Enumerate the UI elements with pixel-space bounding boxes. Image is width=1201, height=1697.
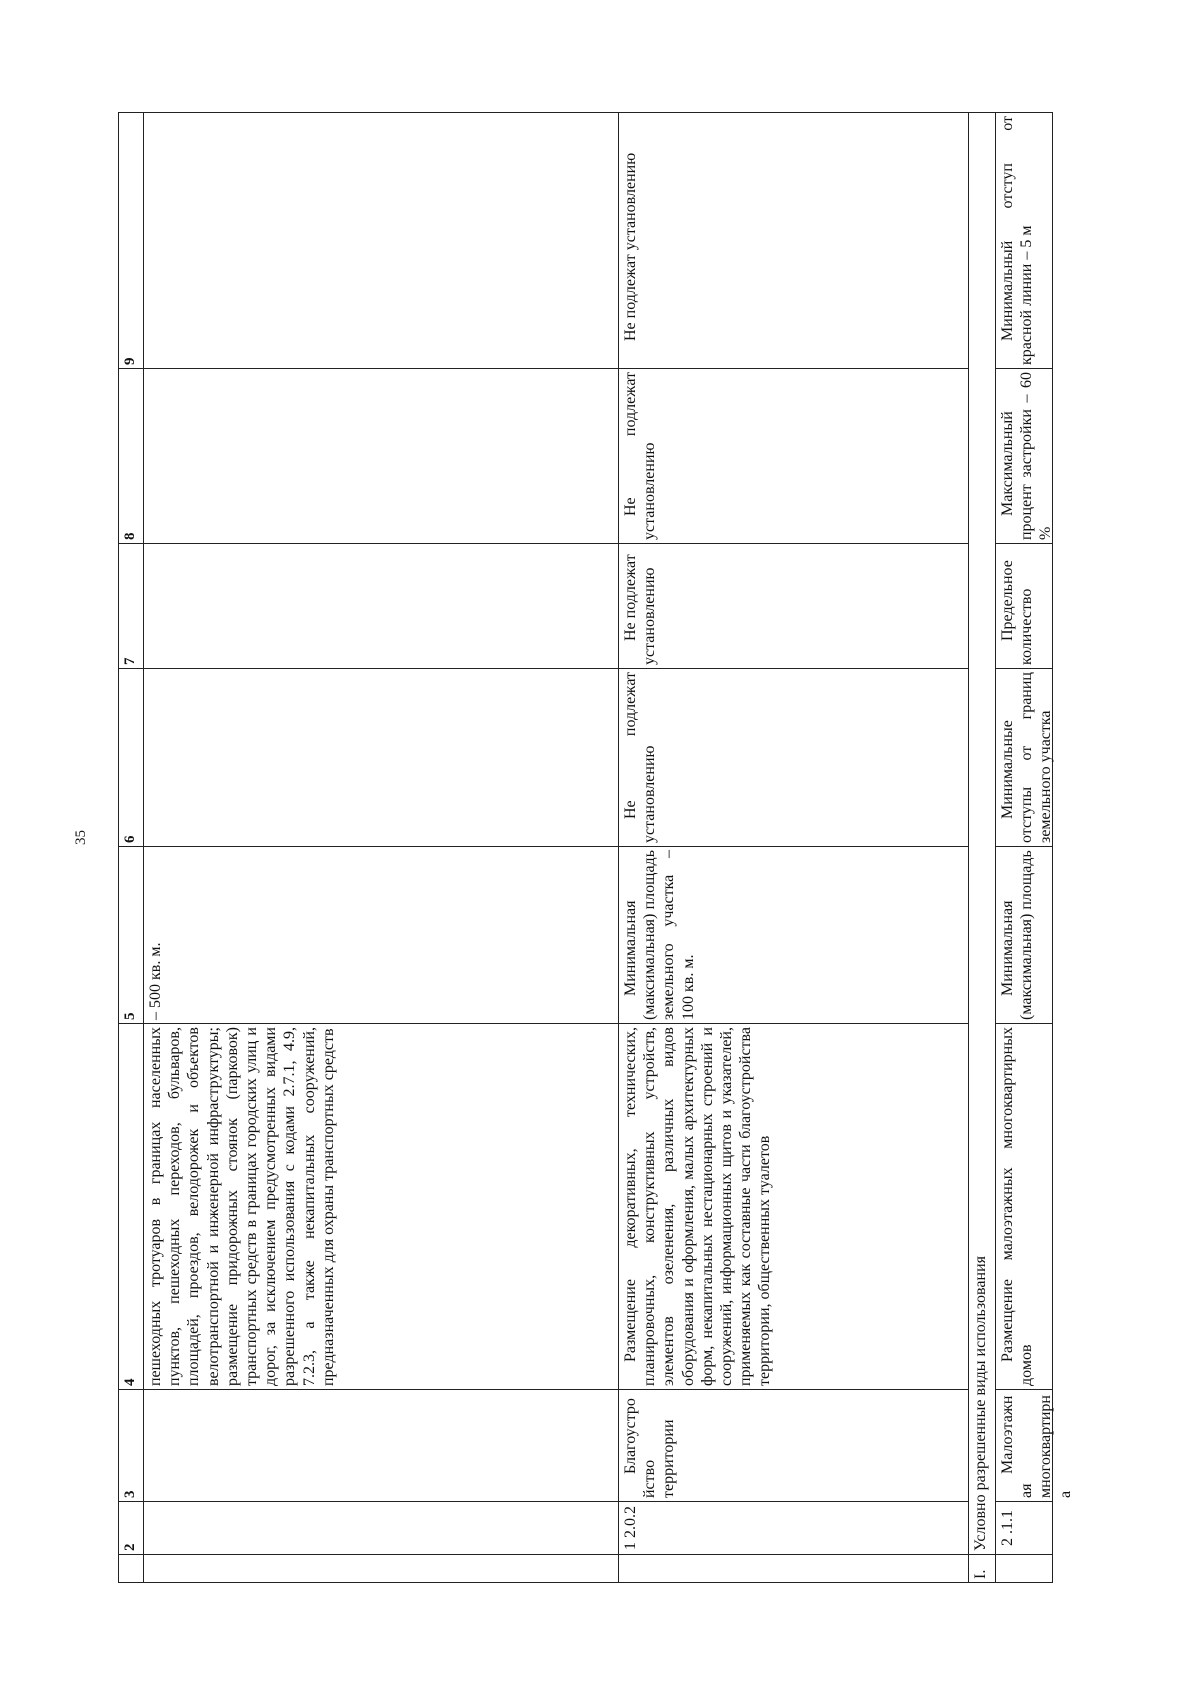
header-cell-5: 5 [119,847,144,1024]
header-cell-4: 4 [119,1024,144,1390]
header-cell-7: 7 [119,544,144,669]
landscaping-area: Минимальная (максимальная) площадь земельного участка – 100 кв. м. [619,847,969,1024]
table-header-row [119,113,144,1583]
header-cell-2: 2 [119,1502,144,1555]
header-cell-9: 9 [119,113,144,369]
landscaping-setbacks: Не подлежат установлению [619,669,969,847]
header-cell-1 [119,1555,144,1583]
lowrise-area: Минимальная (максимальная) площадь [999,850,1036,1020]
section-title: Условно разрешенные виды использования [969,113,996,1555]
continued-area: – 500 кв. м. [144,847,619,1024]
table-row-section [969,113,996,1583]
landscaping-name: Благоустройство территории [619,1390,969,1502]
lowrise-coverage: Максимальный процент застройки – 60 % [999,372,1055,540]
lowrise-name: Малоэтажная многоквартирна [999,1395,1074,1498]
page-number: 35 [73,830,89,845]
table-row-lowrise [996,113,1053,1583]
header-cell-6: 6 [119,669,144,847]
landscaping-description: Размещение декоративных, технических, планировочных, конструктивных устройств, элементов озеленения, различных видов оборудования и оформления, малых архитектурных форм, некапитальных нестационарных строений и сооружений, информационных щитов и указателей, применяемых как составные части благоустройства территории, общественных туалетов [619,1024,969,1390]
section-number: I. [969,1555,996,1583]
continued-description: пешеходных тротуаров в границах населенных пунктов, пешеходных переходов, бульваров, площадей, проездов, велодорожек и объектов велотранспортной и инженерной инфраструктуры; размещение придорожных стоянок (парковок) транспортных средств в границах городских улиц и дорог, за исключением предусмотренных видами разрешенного использования с кодами 2.7.1, 4.9, 7.2.3, а также некапитальных сооружений, предназначенных для охраны транспортных средств [144,1024,619,1390]
header-cell-8: 8 [119,369,144,544]
lowrise-redline: Минимальный отступ от красной линии – 5 м [999,116,1036,365]
lowrise-floors: Предельное количество [999,560,1036,665]
regulations-table [118,112,1074,1583]
table-row-continued [144,113,619,1583]
landscaping-code: 1 2.0.2 [619,1502,969,1555]
lowrise-setbacks: Минимальные отступы от границ земельного участка [999,672,1055,843]
table-row-landscaping [619,113,969,1583]
landscaping-floors: Не подлежат установлению [619,544,969,669]
header-cell-3: 3 [119,1390,144,1502]
landscaping-coverage: Не подлежат установлению [619,369,969,544]
landscaping-other: Не подлежат установлению [619,113,969,369]
rotated-table-container [118,113,1123,1583]
lowrise-code: 2 .1.1 [999,1510,1016,1546]
lowrise-description: Размещение малоэтажных многоквартирных домов [999,1027,1036,1386]
